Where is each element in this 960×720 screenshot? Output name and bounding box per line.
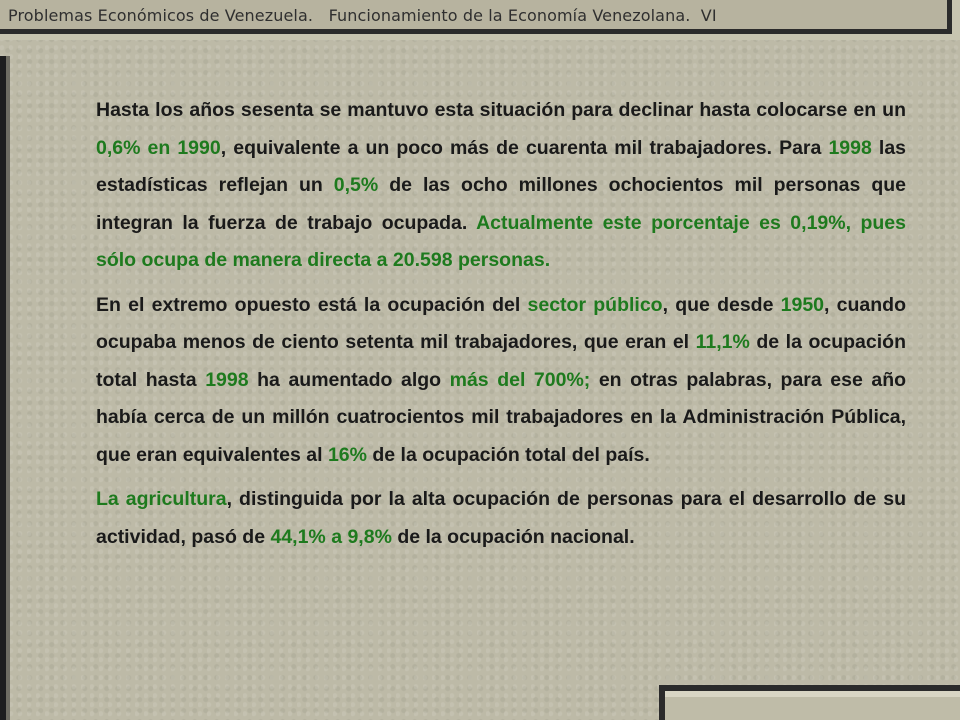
body-text: , cuando ocupaba menos de ciento setenta mil trabajadores, que eran el [96,293,906,353]
body-text: de la ocupación total del país. [366,443,650,466]
highlighted-text: 0,5% [333,174,379,196]
body-text: de las ocho millones ochocientos mil personas que integran la fuerza de trabajo ocupada. [96,174,906,234]
bottom-decorative-bar [659,685,960,720]
body-text: , equivalente a un poco más de cuarenta mil trabajadores. Para [220,136,829,159]
body-text: las estadísticas reflejan un [96,136,907,196]
body-text: , distinguida por la alta ocupación de personas para el desarrollo de su actividad, pasó de [96,488,906,548]
highlighted-text: 11,1% [695,331,750,353]
highlighted-text: 16% [327,443,367,466]
highlighted-text: Actualmente este porcentaje es 0,19%, pues sólo ocupa de manera directa a 20.598 personas. [96,211,906,271]
highlighted-text: 1950 [780,293,825,316]
bottom-bar-highlight [665,691,960,697]
highlighted-text: La agricultura [96,488,227,510]
body-text: en otras palabras, para ese año había cerca de un millón cuatrocientos mil trabajadores en la Administración Pública, que eran equivalentes al [96,368,907,466]
highlighted-text: 1998 [205,368,249,391]
highlighted-text: 1998 [828,136,872,159]
body-text: , que desde [662,293,781,316]
highlighted-text: más del 700%; [449,368,591,391]
body-text: En el extremo opuesto está la ocupación del [96,293,528,316]
left-decorative-strip [0,56,10,720]
paragraph-2 [96,287,906,475]
body-text: de la ocupación total hasta [96,331,906,391]
body-text: ha aumentado algo [248,368,450,391]
header-box [0,0,952,34]
paragraph-1 [96,92,906,280]
body-text: Hasta los años sesenta se mantuvo esta situación para declinar hasta colocarse en un [96,99,906,121]
slide-content [96,92,906,563]
paragraph-3 [96,481,906,556]
highlighted-text: 0,6% en 1990 [96,136,221,159]
highlighted-text: sector público [527,293,663,316]
header-bar [0,0,960,40]
body-text: de la ocupación nacional. [391,525,635,548]
header-title: Problemas Económicos de Venezuela. Funcionamiento de la Economía Venezolana. VI [8,6,717,25]
highlighted-text: 44,1% a 9,8% [270,525,392,548]
